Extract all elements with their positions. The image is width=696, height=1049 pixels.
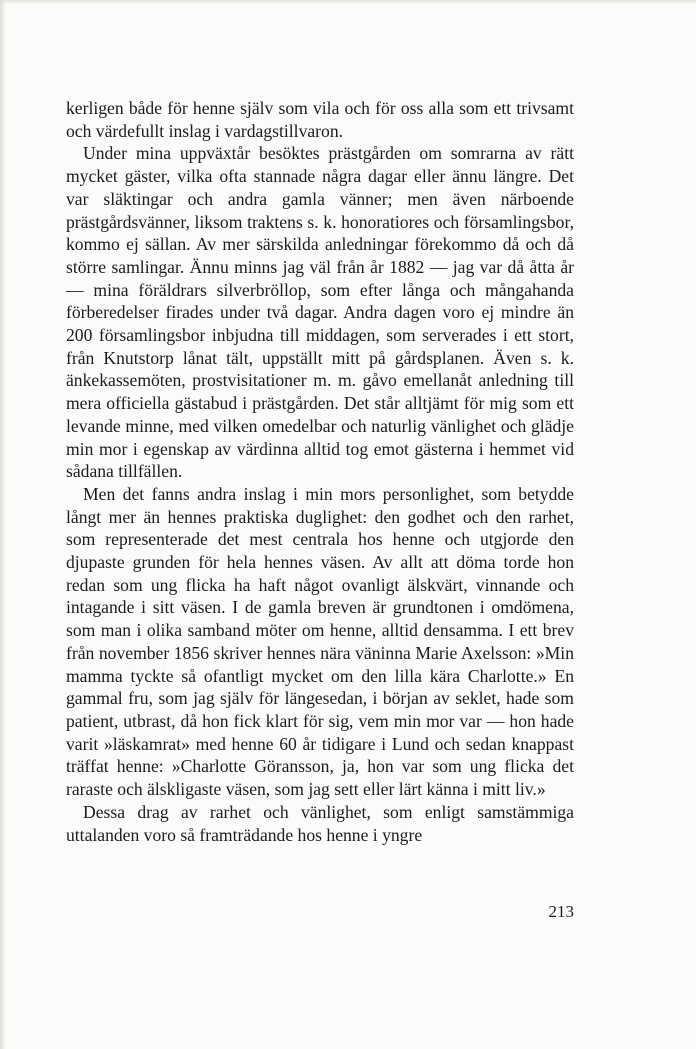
body-text [66, 97, 574, 846]
page-edge-shadow [0, 0, 696, 4]
page-binding-shadow [0, 0, 6, 1049]
paragraph-traits: Dessa drag av rarhet och vänlighet, som enligt samstämmiga uttalanden voro så framträdande hos henne i yngre [66, 801, 574, 845]
paragraph-continued: kerligen både för henne själv som vila och för oss alla som ett trivsamt och värdefullt inslag i vardagstillvaron. [66, 98, 574, 141]
page-number: 213 [548, 902, 574, 921]
paragraph-summer-guests: Under mina uppväxtår besöktes prästgården om somrarna av rätt mycket gäster, vilka ofta stannade några dagar eller ännu längre. Det var släktingar och andra gamla vänner; men även närboende prästgårdsvänner, liksom traktens s. k. honoratiores och församlingsbor, kommo ej sällan. Av mer särskilda anledningar förekommo då och då större samlingar. Ännu minns jag väl från år 1882 — jag var då åtta år — mina föräldrars silverbröllop, som efter långa och mångahanda förberedelser firades under två dagar. Andra dagen voro ej mindre än 200 församlingsbor inbjudna till middagen, som serverades i ett stort, från Knutstorp lånat tält, uppställt mitt på gårdsplanen. Även s. k. änkekassemöten, prostvisitationer m. m. gåvo emellanåt anledning till mera officiella gästabud i prästgården. Det står alltjämt för mig som ett levande minne, med vilken omedelbar och naturlig vänlighet och glädje min mor i egenskap av värdinna alltid tog emot gästerna i hemmet vid sådana tillfällen. [66, 143, 574, 482]
paragraph-mothers-personality: Men det fanns andra inslag i min mors personlighet, som betydde långt mer än hennes praktiska duglighet: den godhet och den rarhet, som representerade det mest centrala hos henne och utgjorde den djupaste grunden för hela hennes väsen. Av allt att döma torde hon redan som ung flicka ha haft något ovanligt älskvärt, vinnande och intagande i sitt väsen. I de gamla breven är grundtonen i omdömena, som man i olika samband möter om henne, alltid densamma. I ett brev från november 1856 skriver hennes nära väninna Marie Axelsson: »Min mamma tyckte så ofantligt mycket om den lilla kära Charlotte.» En gammal fru, som jag själv för längesedan, i början av seklet, hade som patient, utbrast, då hon fick klart för sig, vem min mor var — hon hade varit »läskamrat» med henne 60 år tidigare i Lund och sedan knappast träffat henne: »Charlotte Göransson, ja, hon var som ung flicka det raraste och älskligaste väsen, som jag sett eller lärt känna i mitt liv.» [66, 483, 574, 800]
